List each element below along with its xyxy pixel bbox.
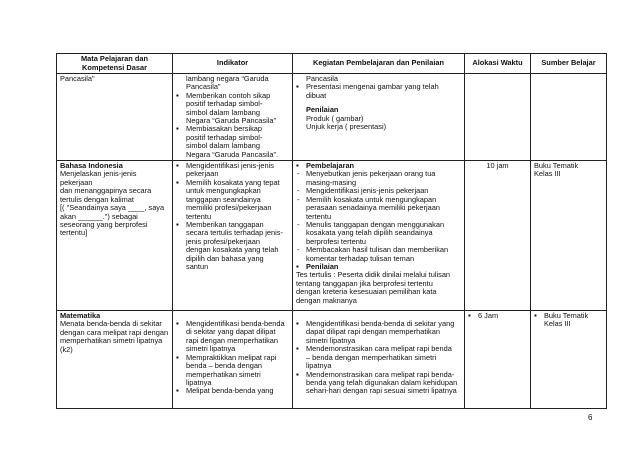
row2-activities: ▪ Pembelajaran - Menyebutkan jenis pekerjaan orang tua masing-masing - Mengidentifikasi jenis-jenis pekerjaan - Memilih kosakata untuk mengungkapan perasaan senadainya memiliki pekerjaan tertentu - Menulis tanggapan dengan menggunakan kosakata yang telah dipilih seandainya berprofesi tertentu - Membacakan hasil tulisan dan memberikan komentar terhadap tulisan teman ▪ Penilaian Tes tertulis : Peserta didik dinilai melalui tulisan tentang tanggapan jika berprofesi tertentu dengan kreteria kesesuaian pemilihan kata dengan maknanya — [293, 161, 465, 311]
list-item: - Memilih kosakata untuk mengungkapan perasaan senadainya memiliki pekerjaan tertentu — [296, 196, 461, 221]
list-item: ▪ Mengidentifikasi benda-benda di sekitar yang dapat dilipat rapi dengan memperhatikan simetri lipatnya — [176, 320, 289, 354]
list-item: ▪ Mempraktikkan melipat rapi benda – benda dengan memperhatikan simetri lipatnya — [176, 354, 289, 388]
list-item: ▪ Melipat benda-benda yang — [176, 387, 289, 395]
page-number: 6 — [588, 413, 593, 422]
header-learning-source: Sumber Belajar — [531, 54, 607, 74]
list-item: ▪ Membiasakan bersikap positif terhadap simbol- simbol dalam lambang Negara “Garuda Pancasila”. — [176, 125, 289, 159]
list-item: ▪ Mengidentifikasi benda-benda di sekitar yang dapat dilipat rapi dengan memperhatikan simetri lipatnya — [296, 320, 461, 345]
table-row — [57, 311, 607, 409]
row2-indicators — [173, 161, 293, 311]
list-item: ▪ Memilih kosakata yang tepat untuk mengungkapkan tanggapan seandainya memiliki profesi/pekerjaan tertentu — [176, 179, 289, 221]
table-row — [57, 74, 607, 161]
row3-indicators — [173, 311, 293, 409]
table-header-row — [57, 54, 607, 74]
row2-source: Buku Tematik Kelas III — [531, 161, 607, 311]
list-item: - Mengidentifikasi jenis-jenis pekerjaan — [296, 187, 461, 195]
list-item: - Menyebutkan jenis pekerjaan orang tua masing-masing — [296, 170, 461, 187]
assessment-heading: Penilaian — [306, 105, 339, 115]
row1-activities: Pancasila ▪ Presentasi mengenai gambar yang telah dibuat Penilaian Produk ( gambar) Unjuk kerja ( presentasi) — [293, 74, 465, 161]
learning-heading: ▪ Pembelajaran — [296, 162, 461, 170]
lesson-plan-table — [56, 53, 607, 409]
list-item: ▪ Presentasi mengenai gambar yang telah dibuat — [296, 83, 461, 100]
row3-subject: Matematika Menata benda-benda di sekitar dengan cara melipat rapi dengan memperhatikan simetri lipatnya (k2) — [57, 311, 173, 409]
row3-activities — [293, 311, 465, 409]
row1-time — [465, 74, 531, 161]
header-activities: Kegiatan Pembelajaran dan Penilaian — [293, 54, 465, 74]
list-item: lambang negara “Garuda Pancasila” — [186, 74, 269, 92]
header-indicator: Indikator — [173, 54, 293, 74]
subject-title: Bahasa Indonesia — [60, 161, 123, 171]
row3-time: ▪ 6 Jam — [465, 311, 531, 409]
list-item: - Menulis tanggapan dengan menggunakan kosakata yang telah dipilih seandainya berprofesi tertentu — [296, 221, 461, 246]
list-item: ▪ Mengidentifikasi jenis-jenis pekerjaan — [176, 162, 289, 179]
list-item: ▪ Memberikan contoh sikap positif terhadap simbol- simbol dalam lambang Negara “Garuda Pancasila” — [176, 92, 289, 126]
list-item: ▪ Mendemonstrasikan cara melipat rapi benda- benda yang telah digunakan dalam kehidupan sehari-hari dengan rapi sesuai simetri lipatnya — [296, 371, 461, 396]
row2-subject: Bahasa Indonesia Menjelaskan jenis-jenis pekerjaan dan menanggapinya secara tertulis dengan kalimat [( "Seandainya saya ____, saya akan ______.") sebagai seseorang yang berprofesi tertentu] — [57, 161, 173, 311]
row1-source — [531, 74, 607, 161]
list-item: ▪ Mendemonstrasikan cara melipat rapi benda – benda dengan memperhatikan simetri lipatnya — [296, 345, 461, 370]
row1-indicators — [173, 74, 293, 161]
row3-source — [531, 311, 607, 409]
list-item: ▪ Memberikan tanggapan secara tertulis terhadap jenis- jenis profesi/pekerjaan dengan kosakata yang telah dipilih dan bahasa yang santun — [176, 221, 289, 271]
table-row — [57, 161, 607, 311]
subject-title: Matematika — [60, 311, 101, 321]
header-subject-competency: Mata Pelajaran dan Kompetensi Dasar — [57, 54, 173, 74]
list-item: ▪ Buku Tematik Kelas III — [534, 312, 603, 329]
header-time-allocation: Alokasi Waktu — [465, 54, 531, 74]
row1-subject: Pancasila" — [57, 74, 173, 161]
assessment-heading: ▪ Penilaian — [296, 263, 461, 271]
list-item: - Membacakan hasil tulisan dan memberikan komentar terhadap tulisan teman — [296, 246, 461, 263]
row2-time: 10 jam — [465, 161, 531, 311]
